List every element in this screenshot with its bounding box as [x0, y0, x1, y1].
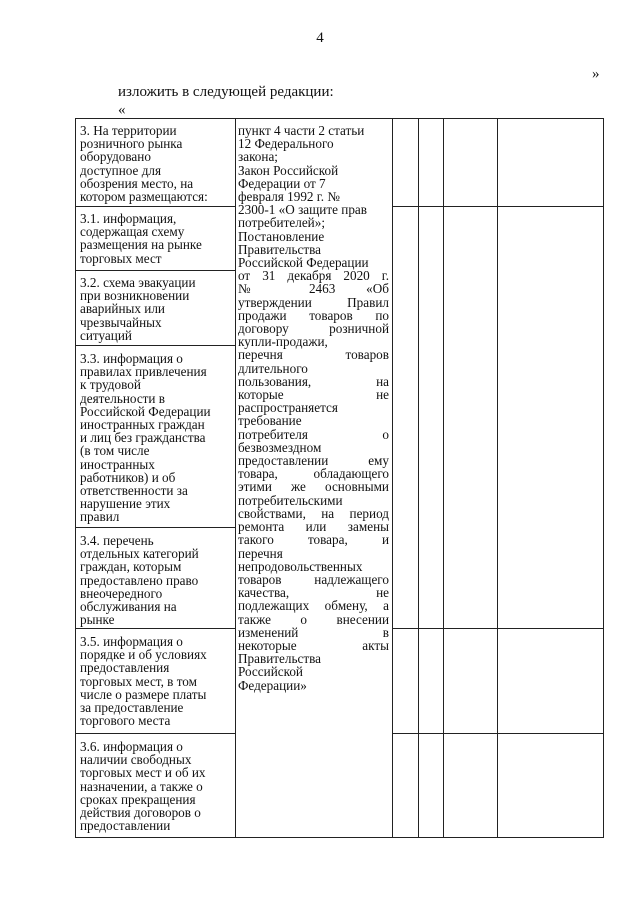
text-line: котором размещаются:: [80, 189, 208, 205]
text-line: к трудовой: [80, 377, 141, 393]
text-line: за предоставление: [80, 700, 184, 716]
text-line: действия договоров о: [80, 805, 201, 821]
text-line: чрезвычайных: [80, 314, 162, 330]
text-line: распространяется: [238, 400, 338, 416]
text-line: от 31 декабря 2020 г.: [238, 268, 389, 284]
row-3-text: [80, 124, 232, 203]
text-line: Правительства: [238, 651, 321, 667]
text-line: перечня: [238, 545, 283, 561]
row-3-5-text: [80, 635, 232, 727]
text-line: Правительства: [238, 241, 321, 257]
row-divider: [75, 270, 236, 271]
text-line: правил: [80, 509, 120, 525]
text-line: содержащая схему: [80, 224, 185, 240]
opening-quote: «: [118, 102, 126, 118]
text-line: этими же основными: [238, 479, 389, 495]
text-line: наличии свободных: [80, 752, 192, 768]
text-line: размещения на рынке: [80, 237, 202, 253]
row-divider: [75, 733, 236, 734]
text-line: пункт 4 части 2 статьи: [238, 123, 365, 138]
text-line: Российской: [238, 664, 303, 680]
row-3-2-text: [80, 276, 232, 342]
row-divider: [75, 527, 236, 528]
text-line: 3.5. информация о: [80, 634, 183, 649]
text-line: нарушение этих: [80, 496, 171, 512]
text-line: предоставлено право: [80, 572, 199, 588]
text-line: отдельных категорий: [80, 546, 199, 562]
text-line: правилах привлечения: [80, 364, 207, 380]
text-line: Постановление: [238, 228, 325, 244]
text-line: при возникновении: [80, 288, 190, 304]
row-3-1-text: [80, 212, 232, 265]
text-line: потребителей»;: [238, 215, 325, 231]
text-line: аварийных или: [80, 301, 165, 317]
text-line: предоставления: [80, 660, 170, 676]
text-line: (в том числе: [80, 443, 150, 459]
text-line: торговых мест и об их: [80, 765, 206, 781]
row-3-3-text: [80, 352, 232, 524]
intro-text: изложить в следующей редакции:: [118, 84, 334, 100]
text-line: 2300-1 «О защите прав: [238, 202, 367, 218]
column-divider: [443, 118, 444, 838]
text-line: работников) и об: [80, 469, 176, 485]
row-divider: [75, 628, 236, 629]
text-line: длительного: [238, 360, 308, 376]
text-line: закона;: [238, 149, 278, 165]
row-divider: [392, 628, 604, 629]
text-line: перечня товаров: [238, 347, 389, 363]
text-line: Федерации от 7: [238, 175, 326, 191]
text-line: числе о размере платы: [80, 686, 207, 702]
text-line: рынке: [80, 612, 115, 628]
text-line: 3.1. информация,: [80, 211, 177, 226]
text-line: 3.3. информация о: [80, 351, 183, 366]
text-line: пользования, на: [238, 373, 389, 389]
text-line: № 2463 «Об: [238, 281, 389, 297]
text-line: ситуаций: [80, 327, 132, 343]
text-line: доступное для: [80, 162, 162, 178]
text-line: торгового места: [80, 713, 171, 729]
legal-basis-text: [238, 124, 389, 692]
column-divider: [235, 118, 236, 838]
text-line: деятельности в: [80, 390, 166, 406]
text-line: предоставлении ему: [238, 453, 389, 469]
text-line: ответственности за: [80, 483, 188, 499]
text-line: торговых мест: [80, 250, 162, 266]
text-line: также о внесении: [238, 611, 389, 627]
text-line: февраля 1992 г. №: [238, 189, 340, 205]
text-line: безвозмездном: [238, 439, 322, 455]
text-line: внеочередного: [80, 585, 163, 601]
text-line: торговых мест, в том: [80, 673, 197, 689]
text-line: качества, не: [238, 585, 389, 601]
text-line: обозрения место, на: [80, 175, 194, 191]
text-line: Российской Федерации: [238, 255, 369, 271]
text-line: сроках прекращения: [80, 791, 196, 807]
text-line: свойствами, на период: [238, 505, 389, 521]
table-border-left: [75, 118, 76, 838]
text-line: непродовольственных: [238, 558, 363, 574]
text-line: договору розничной: [238, 321, 389, 337]
text-line: 12 Федерального: [238, 136, 334, 152]
row-divider: [75, 345, 236, 346]
page-number: 4: [316, 30, 324, 46]
text-line: утверждении Правил: [238, 294, 389, 310]
table-border-right: [603, 118, 604, 838]
text-line: 3. На территории: [80, 123, 177, 138]
text-line: иностранных: [80, 456, 155, 472]
text-line: некоторые акты: [238, 637, 389, 653]
text-line: потребительскими: [238, 492, 343, 508]
text-line: порядке и об условиях: [80, 647, 207, 663]
text-line: товара, обладающего: [238, 466, 389, 482]
text-line: продажи товаров по: [238, 307, 389, 323]
text-line: Федерации»: [238, 677, 307, 693]
table-border-top: [75, 118, 604, 119]
text-line: купли-продажи,: [238, 334, 328, 350]
closing-quote: »: [592, 66, 600, 82]
text-line: требование: [238, 413, 302, 429]
text-line: потребителя о: [238, 426, 389, 442]
text-line: 3.4. перечень: [80, 533, 154, 548]
text-line: предоставлении: [80, 818, 171, 834]
column-divider: [418, 118, 419, 838]
table-border-bottom: [75, 837, 604, 838]
text-line: Закон Российской: [238, 162, 339, 178]
text-line: иностранных граждан: [80, 417, 205, 433]
column-divider: [497, 118, 498, 838]
row-3-4-text: [80, 534, 232, 626]
text-line: 3.2. схема эвакуации: [80, 275, 196, 290]
text-line: которые не: [238, 387, 389, 403]
text-line: такого товара, и: [238, 532, 389, 548]
text-line: назначении, а также о: [80, 778, 203, 794]
column-divider: [392, 118, 393, 838]
row-divider: [392, 733, 604, 734]
text-line: обслуживания на: [80, 599, 177, 615]
text-line: товаров надлежащего: [238, 571, 389, 587]
row-divider: [75, 206, 236, 207]
row-3-6-text: [80, 740, 232, 832]
text-line: оборудовано: [80, 149, 151, 165]
text-line: подлежащих обмену, а: [238, 598, 389, 614]
text-line: изменений в: [238, 624, 389, 640]
text-line: и лиц без гражданства: [80, 430, 206, 446]
text-line: граждан, которым: [80, 559, 182, 575]
row-divider: [392, 206, 604, 207]
text-line: Российской Федерации: [80, 403, 211, 419]
text-line: 3.6. информация о: [80, 739, 183, 754]
text-line: ремонта или замены: [238, 519, 389, 535]
text-line: розничного рынка: [80, 136, 183, 152]
